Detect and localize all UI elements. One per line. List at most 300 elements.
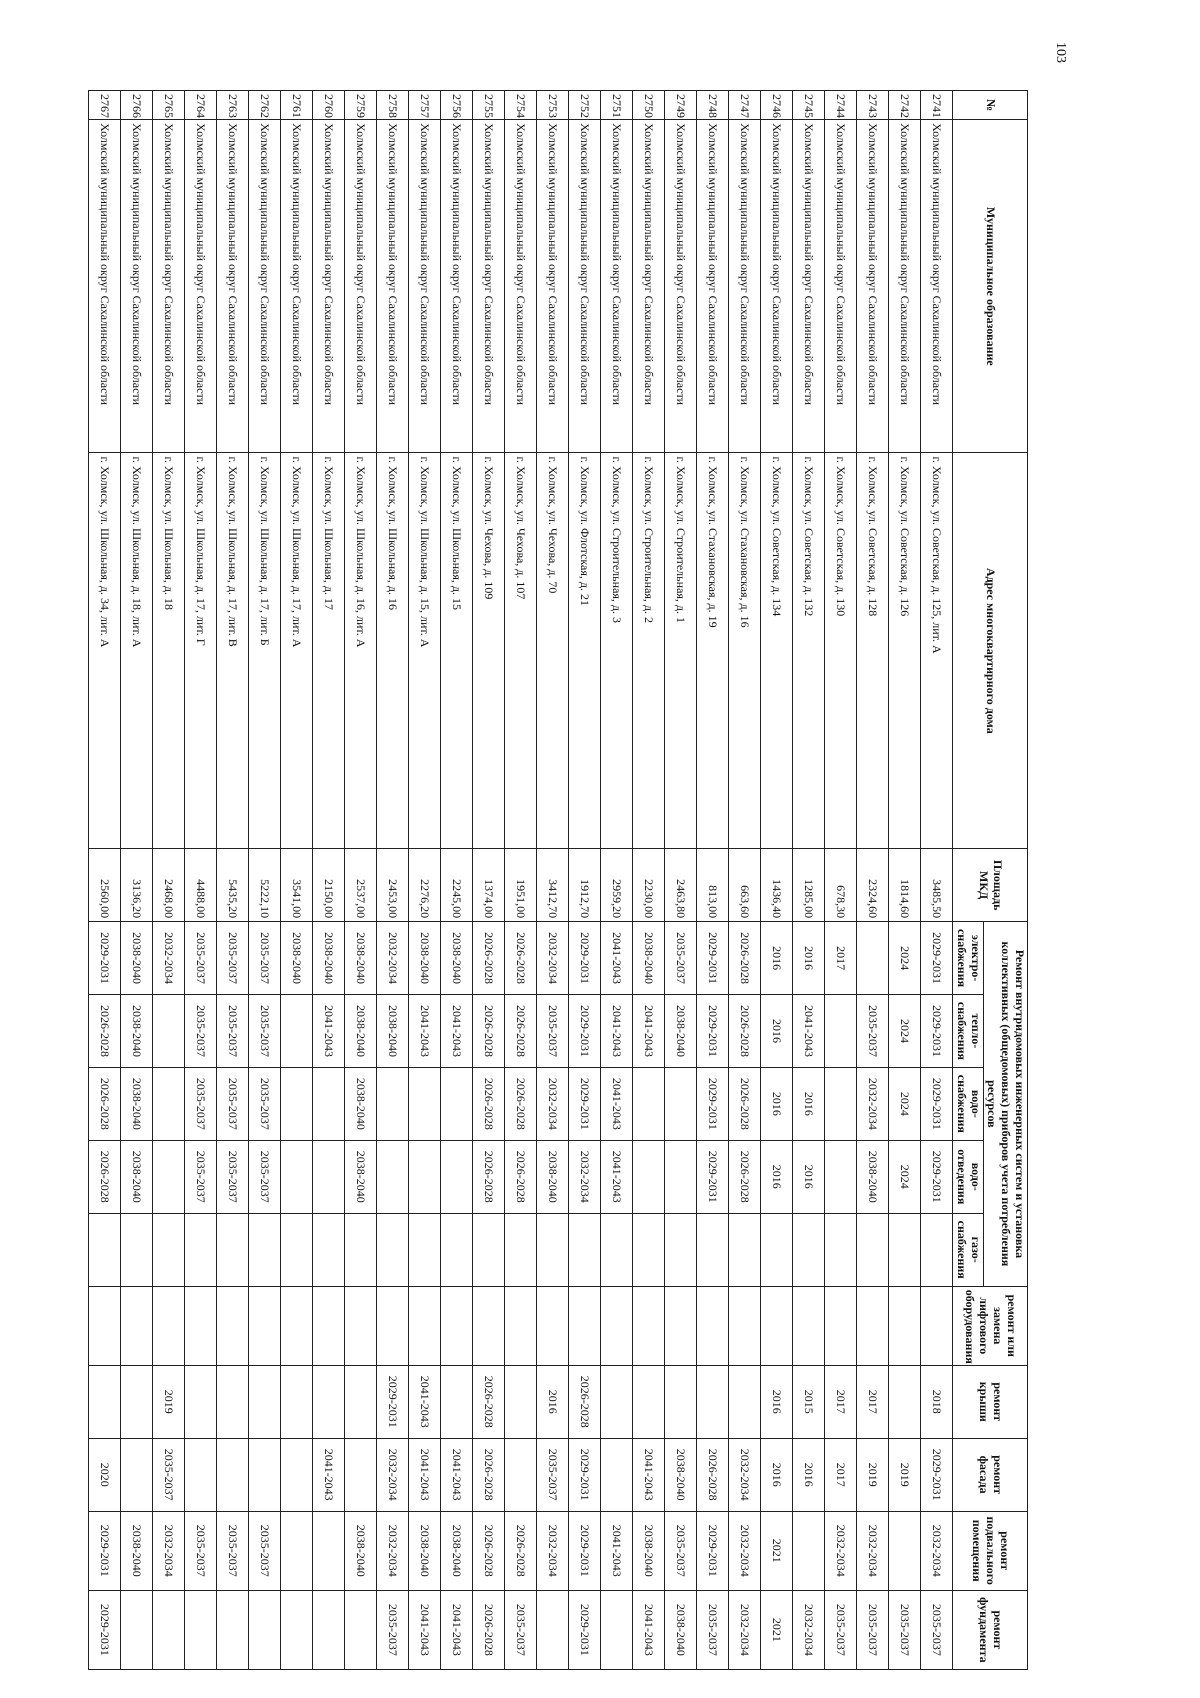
cell-electric: 2038-2040 [281, 922, 313, 995]
table-row [633, 91, 665, 1670]
cell-elevator [281, 1286, 313, 1365]
cell-basement [889, 1511, 921, 1590]
cell-municipality: Холмский муниципальный округ Сахалинской области [729, 120, 761, 453]
cell-heat: 2038-2040 [665, 995, 697, 1068]
cell-gas [313, 1213, 345, 1286]
cell-foundation [185, 1590, 217, 1669]
cell-foundation [121, 1590, 153, 1669]
cell-municipality: Холмский муниципальный округ Сахалинской области [281, 120, 313, 453]
cell-water-disposal [153, 1140, 185, 1213]
cell-heat: 2041-2043 [633, 995, 665, 1068]
cell-municipality: Холмский муниципальный округ Сахалинской области [377, 120, 409, 453]
cell-no: 2761 [281, 91, 313, 120]
cell-roof: 2015 [793, 1365, 825, 1438]
cell-gas [249, 1213, 281, 1286]
cell-basement: 2035-2037 [665, 1511, 697, 1590]
cell-facade [601, 1438, 633, 1511]
cell-municipality: Холмский муниципальный округ Сахалинской области [793, 120, 825, 453]
cell-address: г. Холмск, ул. Школьная, д. 15 [441, 453, 473, 849]
cell-elevator [153, 1286, 185, 1365]
cell-elevator [473, 1286, 505, 1365]
cell-roof [89, 1365, 121, 1438]
cell-elevator [665, 1286, 697, 1365]
cell-foundation: 2041-2043 [409, 1590, 441, 1669]
cell-area: 5222,10 [249, 849, 281, 922]
cell-area: 3485,50 [921, 849, 953, 922]
cell-water-disposal [409, 1140, 441, 1213]
cell-basement: 2038-2040 [633, 1511, 665, 1590]
cell-water-disposal: 2029-2031 [921, 1140, 953, 1213]
cell-water-supply: 2016 [793, 1067, 825, 1140]
cell-municipality: Холмский муниципальный округ Сахалинской области [569, 120, 601, 453]
cell-municipality: Холмский муниципальный округ Сахалинской области [249, 120, 281, 453]
cell-facade [505, 1438, 537, 1511]
cell-electric: 2038-2040 [313, 922, 345, 995]
cell-heat: 2035-2037 [185, 995, 217, 1068]
cell-water-supply: 2032-2034 [537, 1067, 569, 1140]
cell-facade: 2026-2028 [473, 1438, 505, 1511]
cell-basement: 2029-2031 [569, 1511, 601, 1590]
cell-facade: 2041-2043 [441, 1438, 473, 1511]
cell-water-disposal: 2016 [761, 1140, 793, 1213]
cell-basement: 2021 [761, 1511, 793, 1590]
cell-water-supply: 2016 [761, 1067, 793, 1140]
cell-no: 2747 [729, 91, 761, 120]
cell-no: 2762 [249, 91, 281, 120]
cell-heat: 2026-2028 [473, 995, 505, 1068]
cell-elevator [185, 1286, 217, 1365]
cell-facade [249, 1438, 281, 1511]
table-row [601, 91, 633, 1670]
table-row [665, 91, 697, 1670]
cell-elevator [377, 1286, 409, 1365]
cell-no: 2767 [89, 91, 121, 120]
cell-basement: 2038-2040 [121, 1511, 153, 1590]
header-water-disposal: водо- отведения [953, 1140, 984, 1213]
cell-heat: 2038-2040 [345, 995, 377, 1068]
cell-foundation: 2032-2034 [793, 1590, 825, 1669]
cell-facade: 2020 [89, 1438, 121, 1511]
cell-no: 2741 [921, 91, 953, 120]
cell-municipality: Холмский муниципальный округ Сахалинской области [89, 120, 121, 453]
table-row [441, 91, 473, 1670]
cell-municipality: Холмский муниципальный округ Сахалинской области [889, 120, 921, 453]
cell-no: 2744 [825, 91, 857, 120]
cell-address: г. Холмск, ул. Флотская, д. 21 [569, 453, 601, 849]
cell-facade: 2041-2043 [313, 1438, 345, 1511]
cell-water-supply: 2035-2037 [217, 1067, 249, 1140]
cell-gas [633, 1213, 665, 1286]
header-facade: ремонт фасада [953, 1438, 1028, 1511]
cell-water-disposal: 2035-2037 [217, 1140, 249, 1213]
cell-electric: 2017 [825, 922, 857, 995]
cell-water-disposal: 2024 [889, 1140, 921, 1213]
cell-address: г. Холмск, ул. Чехова, д. 70 [537, 453, 569, 849]
cell-gas [729, 1213, 761, 1286]
cell-electric: 2038-2040 [441, 922, 473, 995]
cell-address: г. Холмск, ул. Школьная, д. 17, лит. Б [249, 453, 281, 849]
cell-gas [217, 1213, 249, 1286]
cell-water-disposal: 2038-2040 [345, 1140, 377, 1213]
cell-basement: 2038-2040 [441, 1511, 473, 1590]
cell-foundation: 2021 [761, 1590, 793, 1669]
cell-no: 2764 [185, 91, 217, 120]
header-area: Площадь МКД [953, 849, 1028, 922]
cell-no: 2765 [153, 91, 185, 120]
cell-area: 1436,40 [761, 849, 793, 922]
cell-electric: 2032-2034 [377, 922, 409, 995]
table-body [89, 91, 953, 1670]
cell-foundation: 2035-2037 [377, 1590, 409, 1669]
cell-electric: 2016 [793, 922, 825, 995]
cell-facade: 2029-2031 [921, 1438, 953, 1511]
cell-water-supply: 2029-2031 [569, 1067, 601, 1140]
cell-heat: 2029-2031 [697, 995, 729, 1068]
cell-gas [761, 1213, 793, 1286]
header-municipality: Муниципальное образование [953, 120, 1028, 453]
cell-heat: 2026-2028 [729, 995, 761, 1068]
cell-foundation: 2035-2037 [921, 1590, 953, 1669]
cell-address: г. Холмск, ул. Школьная, д. 17, лит. В [217, 453, 249, 849]
cell-electric: 2026-2028 [505, 922, 537, 995]
cell-electric: 2038-2040 [121, 922, 153, 995]
cell-area: 2230,00 [633, 849, 665, 922]
cell-gas [921, 1213, 953, 1286]
cell-municipality: Холмский муниципальный округ Сахалинской области [633, 120, 665, 453]
cell-gas [377, 1213, 409, 1286]
cell-area: 3136,20 [121, 849, 153, 922]
header-electric: электро- снабжения [953, 922, 984, 995]
cell-water-supply [665, 1067, 697, 1140]
cell-basement: 2035-2037 [185, 1511, 217, 1590]
cell-elevator [505, 1286, 537, 1365]
cell-water-supply: 2029-2031 [697, 1067, 729, 1140]
cell-address: г. Холмск, ул. Советская, д. 132 [793, 453, 825, 849]
cell-area: 2959,20 [601, 849, 633, 922]
cell-electric: 2041-2043 [601, 922, 633, 995]
cell-heat [153, 995, 185, 1068]
cell-heat: 2041-2043 [313, 995, 345, 1068]
cell-water-supply: 2024 [889, 1067, 921, 1140]
cell-heat: 2038-2040 [377, 995, 409, 1068]
cell-no: 2746 [761, 91, 793, 120]
cell-foundation: 2026-2028 [473, 1590, 505, 1669]
cell-facade: 2035-2037 [153, 1438, 185, 1511]
cell-address: г. Холмск, ул. Советская, д. 128 [857, 453, 889, 849]
cell-municipality: Холмский муниципальный округ Сахалинской области [121, 120, 153, 453]
cell-gas [505, 1213, 537, 1286]
cell-elevator [729, 1286, 761, 1365]
cell-electric: 2035-2037 [217, 922, 249, 995]
cell-area: 1951,00 [505, 849, 537, 922]
header-address: Адрес многоквартирного дома [953, 453, 1028, 849]
cell-water-supply [377, 1067, 409, 1140]
table-row [761, 91, 793, 1670]
cell-heat: 2026-2028 [505, 995, 537, 1068]
cell-basement: 2035-2037 [249, 1511, 281, 1590]
cell-foundation [601, 1590, 633, 1669]
cell-roof [601, 1365, 633, 1438]
cell-foundation: 2038-2040 [665, 1590, 697, 1669]
cell-water-disposal: 2038-2040 [121, 1140, 153, 1213]
cell-basement: 2038-2040 [409, 1511, 441, 1590]
cell-roof [313, 1365, 345, 1438]
cell-area: 2276,20 [409, 849, 441, 922]
cell-foundation [249, 1590, 281, 1669]
cell-address: г. Холмск, ул. Строительная, д. 2 [633, 453, 665, 849]
cell-roof [345, 1365, 377, 1438]
cell-foundation: 2035-2037 [825, 1590, 857, 1669]
cell-facade [345, 1438, 377, 1511]
cell-electric: 2026-2028 [473, 922, 505, 995]
cell-municipality: Холмский муниципальный округ Сахалинской области [921, 120, 953, 453]
cell-roof [633, 1365, 665, 1438]
table-row [409, 91, 441, 1670]
cell-address: г. Холмск, ул. Стахановская, д. 16 [729, 453, 761, 849]
cell-area: 2560,00 [89, 849, 121, 922]
cell-electric: 2032-2034 [537, 922, 569, 995]
cell-area: 4488,00 [185, 849, 217, 922]
cell-facade: 2016 [793, 1438, 825, 1511]
cell-address: г. Холмск, ул. Школьная, д. 18 [153, 453, 185, 849]
cell-facade: 2016 [761, 1438, 793, 1511]
cell-gas [473, 1213, 505, 1286]
cell-gas [793, 1213, 825, 1286]
cell-gas [281, 1213, 313, 1286]
cell-roof: 2019 [153, 1365, 185, 1438]
cell-water-supply [313, 1067, 345, 1140]
cell-basement: 2041-2043 [601, 1511, 633, 1590]
cell-electric: 2038-2040 [633, 922, 665, 995]
cell-basement: 2032-2034 [537, 1511, 569, 1590]
cell-roof [121, 1365, 153, 1438]
cell-water-supply [825, 1067, 857, 1140]
cell-address: г. Холмск, ул. Школьная, д. 17, лит. А [281, 453, 313, 849]
cell-water-supply: 2026-2028 [89, 1067, 121, 1140]
cell-roof [665, 1365, 697, 1438]
cell-facade: 2041-2043 [633, 1438, 665, 1511]
cell-municipality: Холмский муниципальный округ Сахалинской области [313, 120, 345, 453]
cell-gas [665, 1213, 697, 1286]
table-row [217, 91, 249, 1670]
cell-municipality: Холмский муниципальный округ Сахалинской области [537, 120, 569, 453]
cell-water-disposal: 2029-2031 [697, 1140, 729, 1213]
cell-heat: 2016 [761, 995, 793, 1068]
cell-water-supply: 2035-2037 [249, 1067, 281, 1140]
cell-foundation [345, 1590, 377, 1669]
cell-facade: 2017 [825, 1438, 857, 1511]
cell-water-supply [153, 1067, 185, 1140]
cell-electric: 2029-2031 [697, 922, 729, 995]
cell-address: г. Холмск, ул. Школьная, д. 34, лит. А [89, 453, 121, 849]
cell-heat [825, 995, 857, 1068]
cell-foundation: 2035-2037 [505, 1590, 537, 1669]
cell-electric: 2035-2037 [185, 922, 217, 995]
table-row [825, 91, 857, 1670]
cell-facade: 2019 [857, 1438, 889, 1511]
cell-basement: 2035-2037 [217, 1511, 249, 1590]
cell-water-disposal: 2038-2040 [537, 1140, 569, 1213]
cell-basement: 2038-2040 [345, 1511, 377, 1590]
cell-no: 2756 [441, 91, 473, 120]
table-row [889, 91, 921, 1670]
cell-no: 2750 [633, 91, 665, 120]
header-water-supply: водо- снабжения [953, 1067, 984, 1140]
cell-no: 2751 [601, 91, 633, 120]
cell-electric: 2035-2037 [665, 922, 697, 995]
cell-elevator [857, 1286, 889, 1365]
cell-no: 2759 [345, 91, 377, 120]
table-row [569, 91, 601, 1670]
cell-water-disposal: 2041-2043 [601, 1140, 633, 1213]
cell-area: 1374,00 [473, 849, 505, 922]
cell-municipality: Холмский муниципальный округ Сахалинской области [409, 120, 441, 453]
cell-heat: 2041-2043 [441, 995, 473, 1068]
cell-elevator [313, 1286, 345, 1365]
cell-area: 2468,00 [153, 849, 185, 922]
table-row [697, 91, 729, 1670]
cell-water-disposal: 2016 [793, 1140, 825, 1213]
cell-foundation: 2032-2034 [729, 1590, 761, 1669]
cell-water-supply [441, 1067, 473, 1140]
cell-address: г. Холмск, ул. Советская, д. 130 [825, 453, 857, 849]
cell-gas [89, 1213, 121, 1286]
table-row [729, 91, 761, 1670]
cell-roof [889, 1365, 921, 1438]
cell-no: 2766 [121, 91, 153, 120]
cell-electric: 2032-2034 [153, 922, 185, 995]
cell-electric: 2035-2037 [249, 922, 281, 995]
cell-water-disposal: 2026-2028 [89, 1140, 121, 1213]
cell-elevator [793, 1286, 825, 1365]
cell-water-supply: 2035-2037 [185, 1067, 217, 1140]
cell-address: г. Холмск, ул. Советская, д. 125, лит. А [921, 453, 953, 849]
page-number: 103 [1053, 42, 1068, 63]
cell-municipality: Холмский муниципальный округ Сахалинской области [601, 120, 633, 453]
table-row [505, 91, 537, 1670]
cell-water-supply: 2041-2043 [601, 1067, 633, 1140]
cell-no: 2753 [537, 91, 569, 120]
table-row [921, 91, 953, 1670]
cell-address: г. Холмск, ул. Советская, д. 126 [889, 453, 921, 849]
cell-area: 2324,60 [857, 849, 889, 922]
cell-foundation [153, 1590, 185, 1669]
cell-area: 678,30 [825, 849, 857, 922]
cell-elevator [249, 1286, 281, 1365]
capital-repair-table [88, 90, 1028, 1670]
table-row [345, 91, 377, 1670]
cell-heat: 2041-2043 [793, 995, 825, 1068]
cell-water-supply: 2029-2031 [921, 1067, 953, 1140]
cell-roof [281, 1365, 313, 1438]
cell-water-supply: 2038-2040 [121, 1067, 153, 1140]
cell-area: 3541,00 [281, 849, 313, 922]
cell-electric: 2026-2028 [729, 922, 761, 995]
cell-address: г. Холмск, ул. Стахановская, д. 19 [697, 453, 729, 849]
cell-gas [697, 1213, 729, 1286]
cell-municipality: Холмский муниципальный округ Сахалинской области [857, 120, 889, 453]
cell-foundation [281, 1590, 313, 1669]
cell-basement: 2032-2034 [729, 1511, 761, 1590]
table-row [153, 91, 185, 1670]
cell-water-disposal: 2026-2028 [729, 1140, 761, 1213]
cell-water-disposal [441, 1140, 473, 1213]
header-heat: тепло- снабжения [953, 995, 984, 1068]
cell-no: 2745 [793, 91, 825, 120]
cell-basement [281, 1511, 313, 1590]
cell-heat: 2029-2031 [569, 995, 601, 1068]
cell-address: г. Холмск, ул. Чехова, д. 107 [505, 453, 537, 849]
cell-gas [825, 1213, 857, 1286]
cell-roof: 2018 [921, 1365, 953, 1438]
cell-water-disposal: 2035-2037 [249, 1140, 281, 1213]
cell-facade: 2041-2043 [409, 1438, 441, 1511]
cell-elevator [217, 1286, 249, 1365]
cell-facade: 2032-2034 [729, 1438, 761, 1511]
header-foundation: ремонт фундамента [953, 1590, 1028, 1669]
cell-area: 1814,60 [889, 849, 921, 922]
cell-gas [345, 1213, 377, 1286]
cell-no: 2758 [377, 91, 409, 120]
cell-heat: 2035-2037 [857, 995, 889, 1068]
cell-basement: 2029-2031 [89, 1511, 121, 1590]
cell-address: г. Холмск, ул. Советская, д. 134 [761, 453, 793, 849]
table-row [281, 91, 313, 1670]
cell-electric: 2029-2031 [569, 922, 601, 995]
cell-water-supply: 2026-2028 [473, 1067, 505, 1140]
header-no: № [953, 91, 1028, 120]
cell-gas [601, 1213, 633, 1286]
cell-elevator [89, 1286, 121, 1365]
cell-water-supply: 2026-2028 [505, 1067, 537, 1140]
cell-water-disposal: 2026-2028 [473, 1140, 505, 1213]
cell-foundation [217, 1590, 249, 1669]
cell-roof [729, 1365, 761, 1438]
cell-heat: 2035-2037 [249, 995, 281, 1068]
cell-elevator [889, 1286, 921, 1365]
table-row [185, 91, 217, 1670]
cell-elevator [825, 1286, 857, 1365]
cell-basement: 2032-2034 [153, 1511, 185, 1590]
cell-area: 813,00 [697, 849, 729, 922]
cell-electric [857, 922, 889, 995]
cell-basement: 2026-2028 [473, 1511, 505, 1590]
cell-facade [281, 1438, 313, 1511]
table-row [89, 91, 121, 1670]
cell-elevator [569, 1286, 601, 1365]
cell-water-disposal [825, 1140, 857, 1213]
cell-area: 5435,20 [217, 849, 249, 922]
cell-roof: 2026-2028 [473, 1365, 505, 1438]
cell-area: 2245,00 [441, 849, 473, 922]
cell-foundation [537, 1590, 569, 1669]
cell-roof [697, 1365, 729, 1438]
cell-area: 2537,00 [345, 849, 377, 922]
cell-roof [249, 1365, 281, 1438]
cell-roof: 2017 [825, 1365, 857, 1438]
table-row [377, 91, 409, 1670]
cell-water-supply: 2032-2034 [857, 1067, 889, 1140]
table-row [473, 91, 505, 1670]
cell-roof: 2041-2043 [409, 1365, 441, 1438]
cell-electric: 2038-2040 [345, 922, 377, 995]
cell-basement: 2032-2034 [857, 1511, 889, 1590]
cell-water-supply [409, 1067, 441, 1140]
cell-water-disposal [633, 1140, 665, 1213]
cell-elevator [409, 1286, 441, 1365]
cell-elevator [633, 1286, 665, 1365]
cell-water-disposal [313, 1140, 345, 1213]
